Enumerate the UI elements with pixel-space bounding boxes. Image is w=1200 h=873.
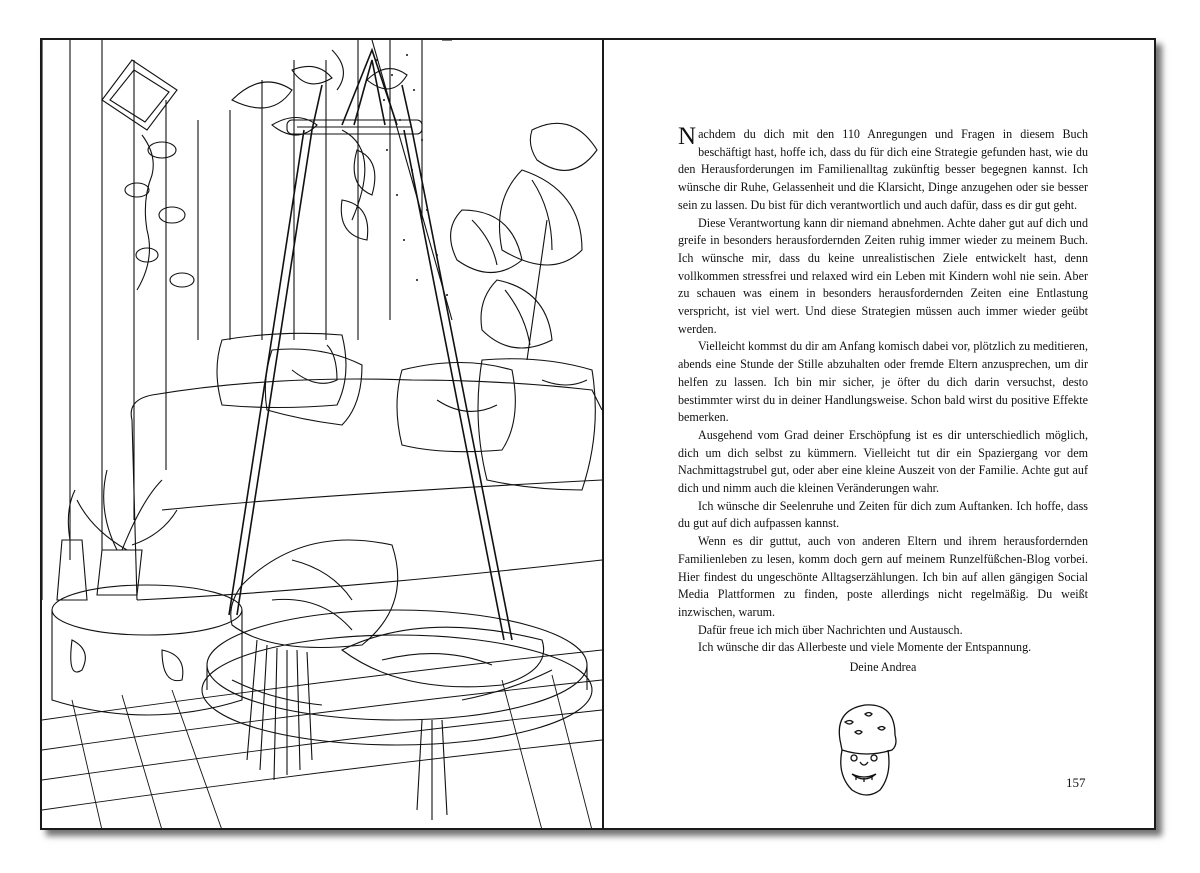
side-table-plant <box>52 470 242 715</box>
illustration-page <box>42 40 604 828</box>
paragraph-6: Wenn es dir guttut, auch von anderen Eltern und ihrem herausfordernden Familienleben zu lesen, komm doch gern auf meinem Runzelfüßchen-Blog vorbei. Hier findest du ungeschönte Alltagserzählungen. Ich bin auf allen gängigen Social Media Plattformen zu finden, poste allerdings nicht regelmäßig. Du weißt inzwischen, warum. <box>678 534 1088 619</box>
author-face-drawing <box>830 700 900 800</box>
sofa <box>131 333 602 600</box>
paragraph-2: Diese Verantwortung kann dir niemand abnehmen. Achte daher gut auf dich und greife in besonders herausfordernden Zeiten ruhig immer wieder zu meinem Buch. Ich wünsche mir, dass du keine unrealistischen Ziele entwickelt hast, denn vollkommen stressfrei und relaxed wird ein Leben mit Kindern wohl nie sein. Aber zu schauen was einem in besonders herausfordernden Zeiten eine Entlastung verspricht, ist viel wert. Und diese Strategien müssen auch immer wieder geübt werden. <box>678 215 1088 336</box>
swing-seat <box>202 540 592 745</box>
paragraph-4: Ausgehend vom Grad deiner Erschöpfung ist es dir unterschiedlich möglich, dich um dich selbst zu kümmern. Vielleicht tut dir ein Spaziergang vor dem Nachmittagstrubel gut, oder aber eine kleine Auszeit von der Familie. Achte gut auf dich und nimm auch die kleinen Veränderungen wahr. <box>678 427 1088 496</box>
paragraph-8: Ich wünsche dir das Allerbeste und viele Momente der Entspannung. <box>698 640 1032 655</box>
swing-ropes <box>229 50 512 640</box>
page-number: 157 <box>1066 775 1086 790</box>
wall-planks <box>42 40 422 600</box>
floor-tiles <box>42 650 602 828</box>
paragraph-5: Ich wünsche dir Seelenruhe und Zeiten für dich zum Auftanken. Ich hoffe, dass du gut auf dich aufpassen kannst. <box>678 498 1088 531</box>
body-text <box>678 123 1088 657</box>
hanging-planter <box>102 60 194 290</box>
book-spread <box>40 38 1156 830</box>
signature: Deine Andrea <box>849 660 917 674</box>
text-page <box>604 40 1156 828</box>
paragraph-1: Nachdem du dich mit den 110 Anregungen und Fragen in diesem Buch beschäftigt hast, hoffe ich, dass du für dich eine Strategie gefunden hast, wie du den Herausforderungen im Familienalltag zukünftig besser begegnen kannst. Ich wünsche dir Ruhe, Gelassenheit und die Klarsicht, Dinge anzugehen oder sie besser sein zu lassen. Du bist für dich verantwortlich und auch dafür, dass es dir gut geht. <box>678 123 1088 212</box>
paragraph-3: Vielleicht kommst du dir am Anfang komisch dabei vor, plötzlich zu meditieren, abends eine Stunde der Stille abzuhalten oder fremde Eltern anzusprechen, um dir helfen zu lassen. Ich bin mir sicher, je öfter du dich darin versuchst, desto bestimmter wirst du in deiner Handlungsweise. Schon bald wirst du positive Effekte bemerken. <box>678 339 1088 425</box>
coloring-illustration <box>42 40 602 828</box>
swing-fringe <box>247 640 447 820</box>
paragraph-7: Dafür freue ich mich über Nachrichten und Austausch. <box>698 622 963 637</box>
drop-cap: N <box>678 123 697 150</box>
monstera-plant <box>451 123 597 360</box>
